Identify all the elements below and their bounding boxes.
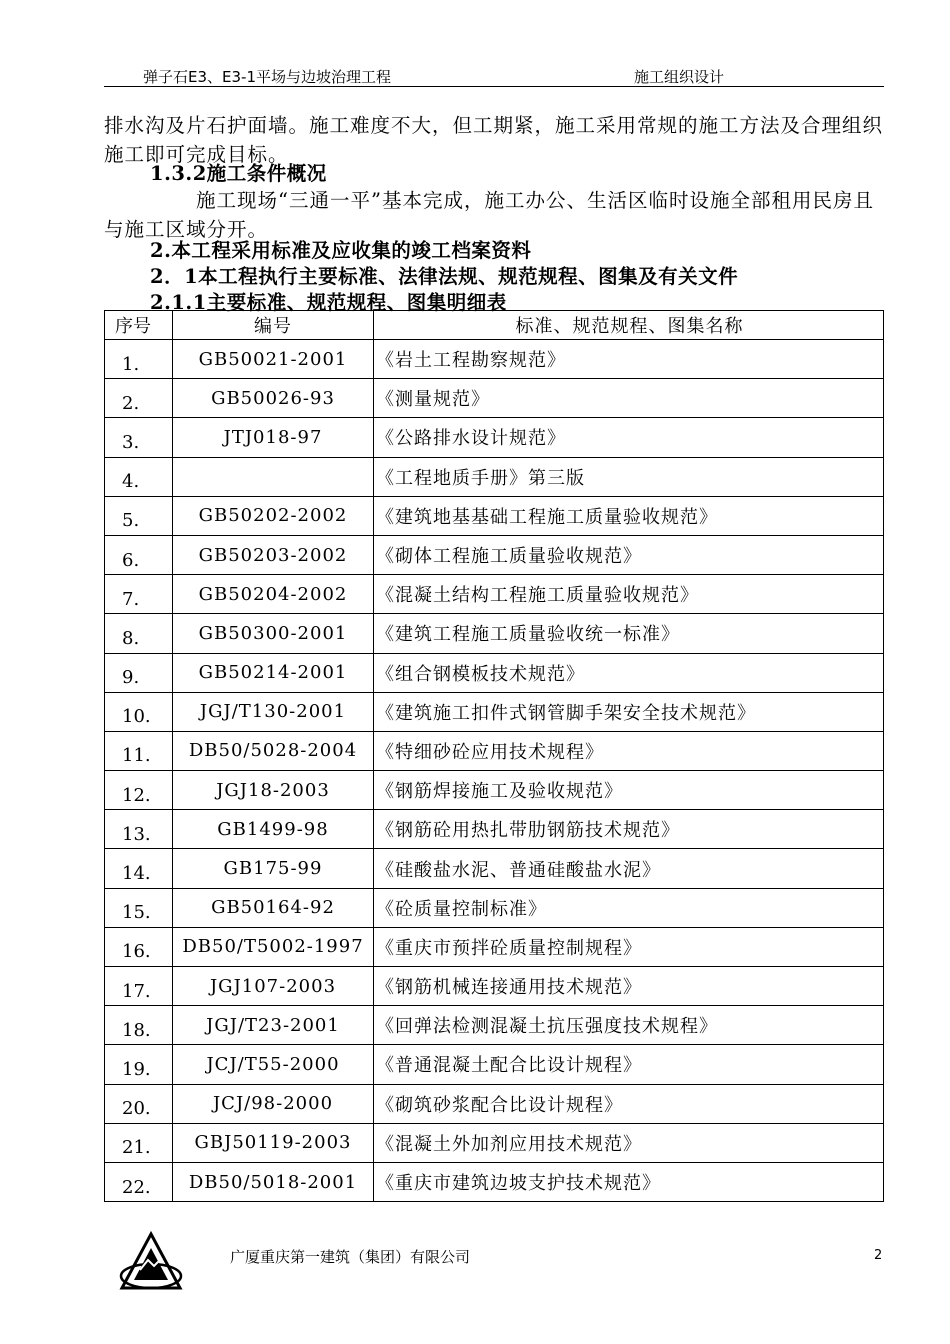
table-row — [105, 771, 884, 810]
row-name: 《钢筋机械连接通用技术规范》 — [374, 967, 884, 1006]
table-row — [105, 731, 884, 770]
row-code: JCJ/98-2000 — [173, 1084, 374, 1123]
row-code: GB50021-2001 — [173, 340, 374, 379]
row-index: 11. — [105, 731, 173, 770]
table-row — [105, 692, 884, 731]
row-name: 《钢筋焊接施工及验收规范》 — [374, 771, 884, 810]
row-name: 《建筑施工扣件式钢管脚手架安全技术规范》 — [374, 692, 884, 731]
header-rule — [104, 86, 884, 87]
section-1-3-2-body: 施工现场“三通一平”基本完成，施工办公、生活区临时设施全部租用民房且与施工区域分开。 — [104, 189, 874, 241]
row-code: DB50/T5002-1997 — [173, 927, 374, 966]
table-row — [105, 575, 884, 614]
row-index: 4. — [105, 457, 173, 496]
header-code: 编号 — [173, 311, 374, 340]
row-name: 《工程地质手册》第三版 — [374, 457, 884, 496]
table-row — [105, 457, 884, 496]
row-index: 9. — [105, 653, 173, 692]
table-header-row — [105, 311, 884, 340]
table-row — [105, 1084, 884, 1123]
company-triangle-logo-icon — [118, 1230, 184, 1300]
table-row — [105, 653, 884, 692]
row-index: 3. — [105, 418, 173, 457]
section-2-heading: 2.本工程采用标准及应收集的竣工档案资料 — [150, 239, 532, 262]
row-index: 15. — [105, 888, 173, 927]
header-project-title: 弹子石E3、E3-1平场与边坡治理工程 — [143, 68, 391, 86]
table-row — [105, 967, 884, 1006]
section-1-3-2-heading: 1.3.2施工条件概况 — [150, 162, 327, 185]
table-row — [105, 614, 884, 653]
row-code: JGJ/T23-2001 — [173, 1006, 374, 1045]
page-number: 2 — [874, 1248, 883, 1263]
row-name: 《混凝土外加剂应用技术规范》 — [374, 1123, 884, 1162]
row-code: GB50164-92 — [173, 888, 374, 927]
row-index: 17. — [105, 967, 173, 1006]
row-name: 《砼质量控制标准》 — [374, 888, 884, 927]
row-code: JTJ018-97 — [173, 418, 374, 457]
row-name: 《砌体工程施工质量验收规范》 — [374, 535, 884, 574]
table-row — [105, 1045, 884, 1084]
header-index: 序号 — [105, 311, 173, 340]
row-code: GBJ50119-2003 — [173, 1123, 374, 1162]
row-name: 《硅酸盐水泥、普通硅酸盐水泥》 — [374, 849, 884, 888]
table-row — [105, 888, 884, 927]
row-code: GB50202-2002 — [173, 496, 374, 535]
row-code: GB175-99 — [173, 849, 374, 888]
row-name: 《回弹法检测混凝土抗压强度技术规程》 — [374, 1006, 884, 1045]
row-code: GB50204-2002 — [173, 575, 374, 614]
table-row — [105, 927, 884, 966]
row-name: 《重庆市预拌砼质量控制规程》 — [374, 927, 884, 966]
table-row — [105, 496, 884, 535]
row-code: JGJ107-2003 — [173, 967, 374, 1006]
row-index: 7. — [105, 575, 173, 614]
row-name: 《组合钢模板技术规范》 — [374, 653, 884, 692]
row-code: GB1499-98 — [173, 810, 374, 849]
row-code: GB50300-2001 — [173, 614, 374, 653]
row-index: 20. — [105, 1084, 173, 1123]
row-index: 6. — [105, 535, 173, 574]
table-row — [105, 379, 884, 418]
row-name: 《混凝土结构工程施工质量验收规范》 — [374, 575, 884, 614]
row-name: 《岩土工程勘察规范》 — [374, 340, 884, 379]
table-row — [105, 340, 884, 379]
row-code: GB50026-93 — [173, 379, 374, 418]
row-index: 1. — [105, 340, 173, 379]
row-name: 《测量规范》 — [374, 379, 884, 418]
table-row — [105, 849, 884, 888]
row-index: 14. — [105, 849, 173, 888]
row-name: 《普通混凝土配合比设计规程》 — [374, 1045, 884, 1084]
standards-table — [104, 310, 884, 1202]
header-doc-type: 施工组织设计 — [634, 68, 725, 86]
row-name: 《重庆市建筑边坡支护技术规范》 — [374, 1162, 884, 1201]
table-row — [105, 1006, 884, 1045]
row-code: JCJ/T55-2000 — [173, 1045, 374, 1084]
row-name: 《建筑工程施工质量验收统一标准》 — [374, 614, 884, 653]
table-row — [105, 1123, 884, 1162]
row-index: 13. — [105, 810, 173, 849]
row-index: 16. — [105, 927, 173, 966]
row-name: 《钢筋砼用热扎带肋钢筋技术规范》 — [374, 810, 884, 849]
row-code: JGJ18-2003 — [173, 771, 374, 810]
row-index: 18. — [105, 1006, 173, 1045]
table-body — [105, 340, 884, 1202]
row-name: 《特细砂砼应用技术规程》 — [374, 731, 884, 770]
row-index: 21. — [105, 1123, 173, 1162]
row-index: 5. — [105, 496, 173, 535]
row-code: GB50203-2002 — [173, 535, 374, 574]
table-row — [105, 535, 884, 574]
row-index: 2. — [105, 379, 173, 418]
table-row — [105, 810, 884, 849]
row-code — [173, 457, 374, 496]
intro-paragraph: 排水沟及片石护面墙。施工难度不大，但工期紧，施工采用常规的施工方法及合理组织施工即可完成目标。 — [104, 114, 884, 166]
table-row — [105, 1162, 884, 1201]
row-index: 10. — [105, 692, 173, 731]
section-2-1-1-heading: 2.1.1主要标准、规范规程、图集明细表 — [150, 291, 507, 314]
row-index: 19. — [105, 1045, 173, 1084]
row-index: 22. — [105, 1162, 173, 1201]
header-name: 标准、规范规程、图集名称 — [374, 311, 884, 340]
row-name: 《建筑地基基础工程施工质量验收规范》 — [374, 496, 884, 535]
row-name: 《公路排水设计规范》 — [374, 418, 884, 457]
row-name: 《砌筑砂浆配合比设计规程》 — [374, 1084, 884, 1123]
row-index: 8. — [105, 614, 173, 653]
row-code: DB50/5028-2004 — [173, 731, 374, 770]
footer-company: 广厦重庆第一建筑（集团）有限公司 — [230, 1248, 471, 1266]
row-code: DB50/5018-2001 — [173, 1162, 374, 1201]
row-code: JGJ/T130-2001 — [173, 692, 374, 731]
row-index: 12. — [105, 771, 173, 810]
row-code: GB50214-2001 — [173, 653, 374, 692]
section-2-1-heading: 2．1本工程执行主要标准、法律法规、规范规程、图集及有关文件 — [150, 265, 739, 288]
table-row — [105, 418, 884, 457]
